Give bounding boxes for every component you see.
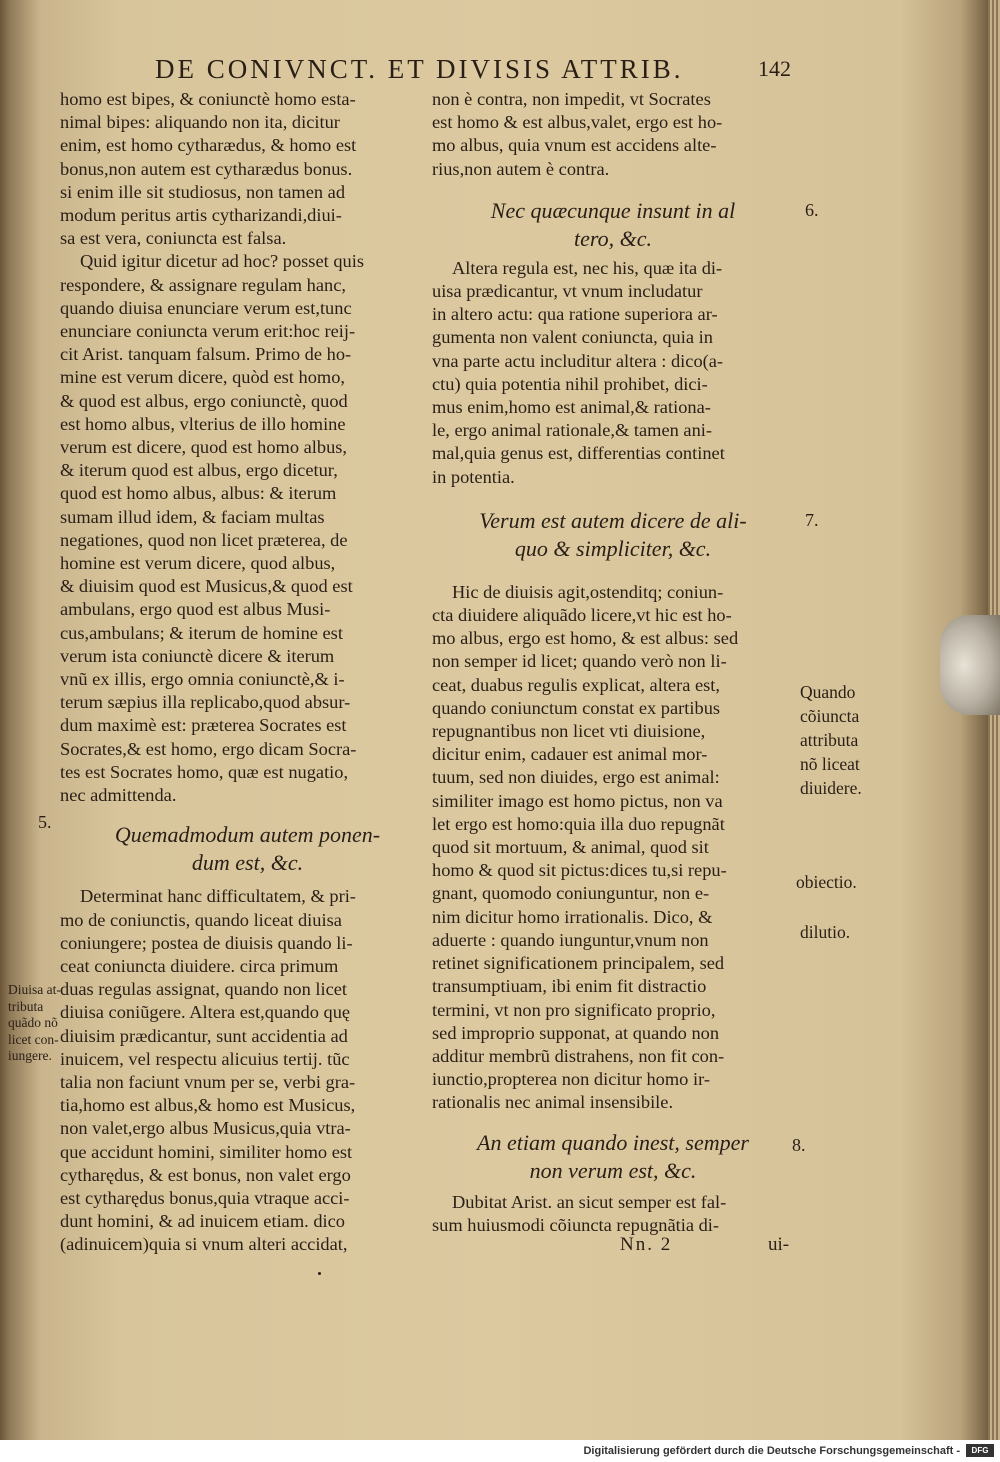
text-line: enim, est homo cytharædus, & homo est [60,135,357,156]
text-line: mal,quia genus est, differentias continet [432,443,725,464]
text-line: dunt homini, & ad inuicem etiam. dico [60,1211,346,1232]
text-line: cta diuidere aliquãdo licere,vt hic est ho- [432,605,732,626]
right-paragraph-1 [432,88,794,181]
section-8-number: 8. [792,1135,806,1155]
text-line: homo est bipes, & coniunctè homo esta- [60,89,356,109]
signature-mark: Nn. 2 [620,1234,673,1255]
text-line: in potentia. [432,466,515,487]
left-paragraph-1 [60,88,435,250]
text-line: respondere, & assignare regulam hanc, [60,274,346,295]
text-line: Nec quæcunque insunt in al [490,197,736,223]
text-line: non è contra, non impedit, vt Socrates [432,89,711,109]
text-line: nõ liceat [800,754,860,774]
text-line: ceat, duabus regulis explicat, altera est, [432,674,721,695]
text-line: & diuisim quod est Musicus,& quod est [60,576,353,597]
text-line: nec admittenda. [60,785,177,806]
funding-credit: Digitalisierung gefördert durch die Deutsche Forschungsgemeinschaft - [583,1445,960,1457]
right-column [432,88,794,1237]
text-line: terum sæpius illa replicabo,quod absur- [60,692,351,713]
text-line: Quando [800,682,856,702]
right-margin-note-quando [800,680,862,800]
text-line: quod est homo albus, albus: & iterum [60,483,337,504]
right-paragraph-3 [432,581,794,1115]
section-5-heading [60,821,435,877]
page-clip-tab [940,615,1000,715]
text-line: iunctio,propterea non dicitur homo ir- [432,1069,710,1090]
section-7-number: 7. [805,510,819,530]
text-line: non valet,ergo albus Musicus,quia vtra- [60,1118,351,1139]
left-margin-note [8,982,61,1065]
left-paragraph-3 [60,885,435,1256]
text-line: dicitur enim, cadauer est animal mor- [432,744,708,765]
text-line: Altera regula est, nec his, quæ ita di- [452,257,723,278]
text-line: mine est verum dicere, quòd est homo, [60,367,345,388]
text-line: mo de coniunctis, quando liceat diuisa [60,909,342,930]
text-line: termini, vt non pro significato proprio, [432,999,716,1020]
text-line: sum huiusmodi cõiuncta repugnãtia di- [432,1214,720,1235]
text-line: vna parte actu includitur altera : dico(a- [432,350,724,371]
text-line: rationalis nec animal insensibile. [432,1092,674,1113]
right-paragraph-2 [432,257,794,489]
section-6-heading [432,197,794,253]
digitization-footer [0,1440,1000,1462]
text-line: non verum est, &c. [529,1157,697,1183]
text-line: in altero actu: qua ratione superiora ar- [432,304,718,325]
dfg-logo: DFG [966,1444,994,1457]
text-line: mus enim,homo est animal,& rationa- [432,397,711,418]
ink-dot [318,1272,321,1275]
text-line: let ergo est homo:quia illa duo repugnãt [432,813,725,834]
text-line: le, ergo animal rationale,& tamen ani- [432,420,713,441]
text-line: ambulans, ergo quod est albus Musi- [60,599,331,620]
text-line: mo albus, ergo est homo, & est albus: sed [432,628,739,649]
text-line: quod sit mortuum, & animal, quod sit [432,837,709,858]
section-6-number: 6. [805,200,819,220]
text-line: cus,ambulans; & iterum de homine est [60,622,343,643]
text-line: modum peritus artis cytharizandi,diui- [60,205,342,226]
text-line: repugnantibus non licet vti diuisione, [432,721,706,742]
text-line: ctu) quia potentia nihil prohibet, dici- [432,373,708,394]
text-line: additur membrũ distrahens, non fit con- [432,1045,725,1066]
text-line: Hic de diuisis agit,ostenditq; coniun- [452,581,724,602]
text-line: inuicem, vel respectu alicuius tertij. tũc [60,1048,350,1069]
text-line: bonus,non autem est cytharædus bonus. [60,158,353,179]
text-line: que accidunt homini, similiter homo est [60,1141,353,1162]
text-line: non semper id licet; quando verò non li- [432,651,727,672]
text-line: quando coniunctum constat ex partibus [432,697,721,718]
text-line: dum maximè est: præterea Socrates est [60,715,347,736]
text-line: & iterum quod est albus, ergo dicetur, [60,460,338,481]
running-title: DE CONIVNCT. ET DIVISIS ATTRIB. [155,54,684,84]
text-line: rius,non autem è contra. [432,158,610,179]
text-line: tes est Socrates homo, quæ est nugatio, [60,761,349,782]
text-line: duas regulas assignat, quando non licet [60,979,348,1000]
text-line: gnant, quomodo coniunguntur, non e- [432,883,710,904]
text-line: coniungere; postea de diuisis quando li- [60,932,353,953]
right-margin-obiectio: obiectio. [796,872,857,892]
text-line: sa est vera, coniuncta est falsa. [60,228,287,249]
text-line: homo & quod sit pictus:dices tu,si repu- [432,860,727,881]
text-line: quãdo nõ [8,1015,58,1030]
section-5-number: 5. [38,812,52,832]
text-line: diuisa coniũgere. Altera est,quando quę [60,1002,351,1023]
text-line: Verum est autem dicere de ali- [479,507,747,533]
text-line: est cytharędus bonus,quia vtraque acci- [60,1187,350,1208]
text-line: Socrates,& est homo, ergo dicam Socra- [60,738,357,759]
text-line: tributa [8,998,44,1014]
text-line: Quemadmodum autem ponen- [114,822,381,848]
text-line: diuidere. [800,778,862,798]
text-line: sed improprio supponat, at quando non [432,1022,720,1043]
right-margin-dilutio: dilutio. [800,922,851,942]
text-line: verum est dicere, quod est homo albus, [60,437,348,458]
text-line: homine est verum dicere, quod albus, [60,553,336,574]
text-line: Diuisa at- [8,982,61,997]
text-line: Dubitat Arist. an sicut semper est fal- [452,1191,727,1212]
text-line: tia,homo est albus,& homo est Musicus, [60,1095,356,1116]
text-line: transumptiuam, ibi enim fit distractio [432,976,707,997]
text-line: si enim ille sit studiosus, non tamen ad [60,181,346,202]
text-line: cõiuncta [800,706,860,726]
text-line: & quod est albus, ergo coniunctè, quod [60,390,348,411]
text-line: negationes, quod non licet præterea, de [60,529,348,550]
text-line: tero, &c. [574,225,652,251]
text-line: licet con- [8,1031,59,1047]
text-line: gumenta non valent coniuncta, quia in [432,327,713,348]
section-8-heading [432,1129,794,1185]
text-line: aduerte : quando iunguntur,vnum non [432,929,709,950]
page-edge-stack [988,0,1000,1440]
text-line: similiter imago est homo pictus, non va [432,790,723,811]
text-line: est homo & est albus,valet, ergo est ho- [432,112,723,133]
text-line: cit Arist. tanquam falsum. Primo de ho- [60,344,352,365]
text-line: (adinuicem)quia si vnum alteri accidat, [60,1234,348,1255]
text-line: uisa prædicantur, vt vnum includatur [432,281,703,302]
text-line: diuisim prædicantur, sunt accidentia ad [60,1025,348,1046]
text-line: An etiam quando inest, semper [477,1129,749,1155]
text-line: mo albus, quia vnum est accidens alte- [432,135,717,156]
page-number: 142 [758,56,791,81]
text-line: tuum, sed non diuides, ergo est animal: [432,767,720,788]
book-page [8,40,940,1440]
text-line: iungere. [8,1048,52,1063]
text-line: ceat coniuncta diuidere. circa primum [60,955,339,976]
right-paragraph-4 [432,1191,794,1237]
text-line: enunciare coniuncta verum erit:hoc reij- [60,321,356,342]
text-line: talia non faciunt vnum per se, verbi gra- [60,1071,356,1092]
text-line: attributa [800,730,859,750]
text-line: vnũ ex illis, ergo omnia coniunctè,& i- [60,669,345,690]
left-column [60,88,435,1257]
text-line: Determinat hanc difficultatem, & pri- [80,886,356,907]
text-line: sumam illud idem, & faciam multas [60,506,325,527]
text-line: dum est, &c. [191,850,304,876]
left-paragraph-2 [60,250,435,807]
text-line: cytharędus, & est bonus, non valet ergo [60,1164,351,1185]
text-line: est homo albus, vlterius de illo homine [60,413,346,434]
text-line: nimal bipes: aliquando non ita, dicitur [60,112,340,133]
text-line: retinet significationem principalem, sed [432,953,725,974]
section-7-heading [432,507,794,563]
text-line: nim dicitur homo irrationalis. Dico, & [432,906,713,927]
text-line: quando diuisa enunciare verum est,tunc [60,297,352,318]
text-line: verum ista coniunctè dicere & iterum [60,645,335,666]
text-line: quo & simpliciter, &c. [514,535,712,561]
catchword: ui- [768,1234,790,1255]
text-line: Quid igitur dicetur ad hoc? posset quis [80,251,364,272]
